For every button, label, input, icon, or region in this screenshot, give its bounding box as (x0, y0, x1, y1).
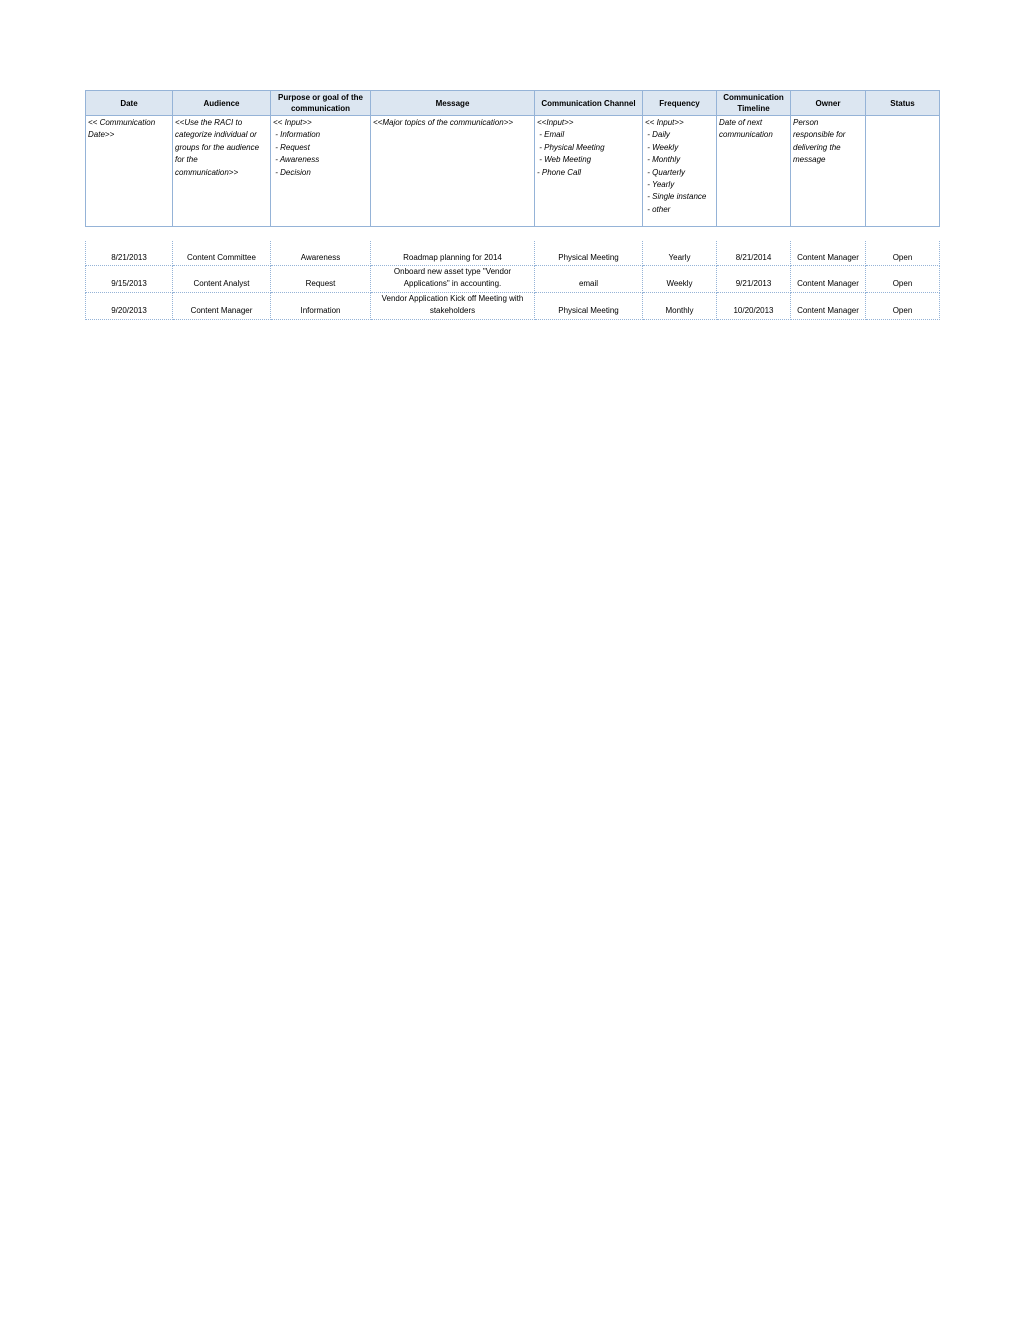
table-header (86, 91, 940, 116)
guide-line: <<Input>> (537, 118, 574, 127)
header-owner[interactable]: Owner (791, 91, 866, 116)
guide-line: - Yearly (645, 180, 675, 190)
cell-purpose[interactable]: Information (271, 292, 371, 319)
cell-frequency[interactable]: Yearly (643, 241, 717, 266)
cell-channel[interactable]: Physical Meeting (535, 241, 643, 266)
guide-line: - Email (537, 130, 565, 140)
table-row (86, 241, 940, 266)
message-line: Vendor Application Kick off Meeting with (381, 293, 524, 303)
cell-status[interactable]: Open (866, 266, 940, 293)
guide-line: - Weekly (645, 142, 679, 152)
header-date[interactable]: Date (86, 91, 173, 116)
table-row (86, 292, 940, 319)
guide-timeline[interactable] (717, 116, 791, 227)
spacer-cell (86, 227, 940, 242)
guide-line: - Request (273, 142, 310, 152)
cell-date[interactable]: 9/20/2013 (86, 292, 173, 319)
guide-purpose[interactable] (271, 116, 371, 227)
cell-status[interactable]: Open (866, 292, 940, 319)
guide-line: - Physical Meeting (537, 142, 605, 152)
guide-line: communication>> (175, 167, 239, 177)
header-audience[interactable]: Audience (173, 91, 271, 116)
guide-line: Person (793, 118, 819, 127)
cell-timeline[interactable]: 9/21/2013 (717, 266, 791, 293)
table-row (86, 266, 940, 293)
guide-status[interactable] (866, 116, 940, 227)
header-channel[interactable]: Communication Channel (535, 91, 643, 116)
guide-line: - Decision (273, 167, 311, 177)
message-line: Applications" in accounting. (403, 279, 502, 289)
guide-line: Date>> (88, 130, 115, 140)
cell-message[interactable] (371, 292, 535, 319)
guide-line: - other (645, 204, 671, 214)
communication-plan-table (85, 90, 940, 320)
spacer-row-group (86, 227, 940, 242)
guide-line: << Input>> (645, 118, 684, 127)
message-line: stakeholders (429, 306, 476, 316)
cell-message[interactable] (371, 241, 535, 266)
header-frequency[interactable]: Frequency (643, 91, 717, 116)
cell-timeline[interactable]: 10/20/2013 (717, 292, 791, 319)
guide-line: - Single instance (645, 192, 707, 202)
guide-line: - Awareness (273, 155, 320, 165)
guide-line: responsible for (793, 130, 846, 140)
message-line: Roadmap planning for 2014 (403, 252, 502, 262)
guide-line: categorize individual or (175, 130, 257, 140)
guide-line: << Communication (88, 118, 156, 127)
cell-channel[interactable]: Physical Meeting (535, 292, 643, 319)
guide-line: message (793, 155, 826, 165)
cell-status[interactable]: Open (866, 241, 940, 266)
guide-line: communication (719, 130, 773, 140)
cell-owner[interactable]: Content Manager (791, 241, 866, 266)
guide-frequency[interactable] (643, 116, 717, 227)
cell-owner[interactable]: Content Manager (791, 266, 866, 293)
guide-date[interactable] (86, 116, 173, 227)
guide-line: - Phone Call (537, 167, 582, 177)
guide-line: <<Use the RACI to (175, 118, 243, 127)
guide-line: for the (175, 155, 198, 165)
guide-audience[interactable] (173, 116, 271, 227)
guide-line: - Web Meeting (537, 155, 592, 165)
message-line: Onboard new asset type "Vendor (393, 267, 512, 276)
cell-timeline[interactable]: 8/21/2014 (717, 241, 791, 266)
guide-line: - Monthly (645, 155, 681, 165)
cell-frequency[interactable]: Monthly (643, 292, 717, 319)
cell-date[interactable]: 8/21/2013 (86, 241, 173, 266)
header-message[interactable]: Message (371, 91, 535, 116)
guide-line: Date of next (719, 118, 763, 127)
guide-message[interactable] (371, 116, 535, 227)
cell-owner[interactable]: Content Manager (791, 292, 866, 319)
guide-line: <<Major topics of the communication>> (373, 118, 514, 127)
guide-line: groups for the audience (175, 142, 260, 152)
cell-audience[interactable]: Content Committee (173, 241, 271, 266)
cell-audience[interactable]: Content Analyst (173, 266, 271, 293)
guide-line: << Input>> (273, 118, 312, 127)
header-timeline[interactable]: Communication Timeline (717, 91, 791, 116)
cell-message[interactable] (371, 266, 535, 293)
cell-audience[interactable]: Content Manager (173, 292, 271, 319)
cell-channel[interactable]: email (535, 266, 643, 293)
cell-purpose[interactable]: Awareness (271, 241, 371, 266)
guide-owner[interactable] (791, 116, 866, 227)
cell-date[interactable]: 9/15/2013 (86, 266, 173, 293)
guide-channel[interactable] (535, 116, 643, 227)
guidance-row-group (86, 116, 940, 227)
guidance-row (86, 116, 940, 227)
communication-plan-sheet (85, 90, 939, 320)
cell-frequency[interactable]: Weekly (643, 266, 717, 293)
header-purpose[interactable]: Purpose or goal of the communication (271, 91, 371, 116)
guide-line: delivering the (793, 142, 841, 152)
guide-line: - Information (273, 130, 321, 140)
guide-line: - Daily (645, 130, 670, 140)
guide-line: - Quarterly (645, 167, 686, 177)
cell-purpose[interactable]: Request (271, 266, 371, 293)
data-rows (86, 241, 940, 319)
header-status[interactable]: Status (866, 91, 940, 116)
